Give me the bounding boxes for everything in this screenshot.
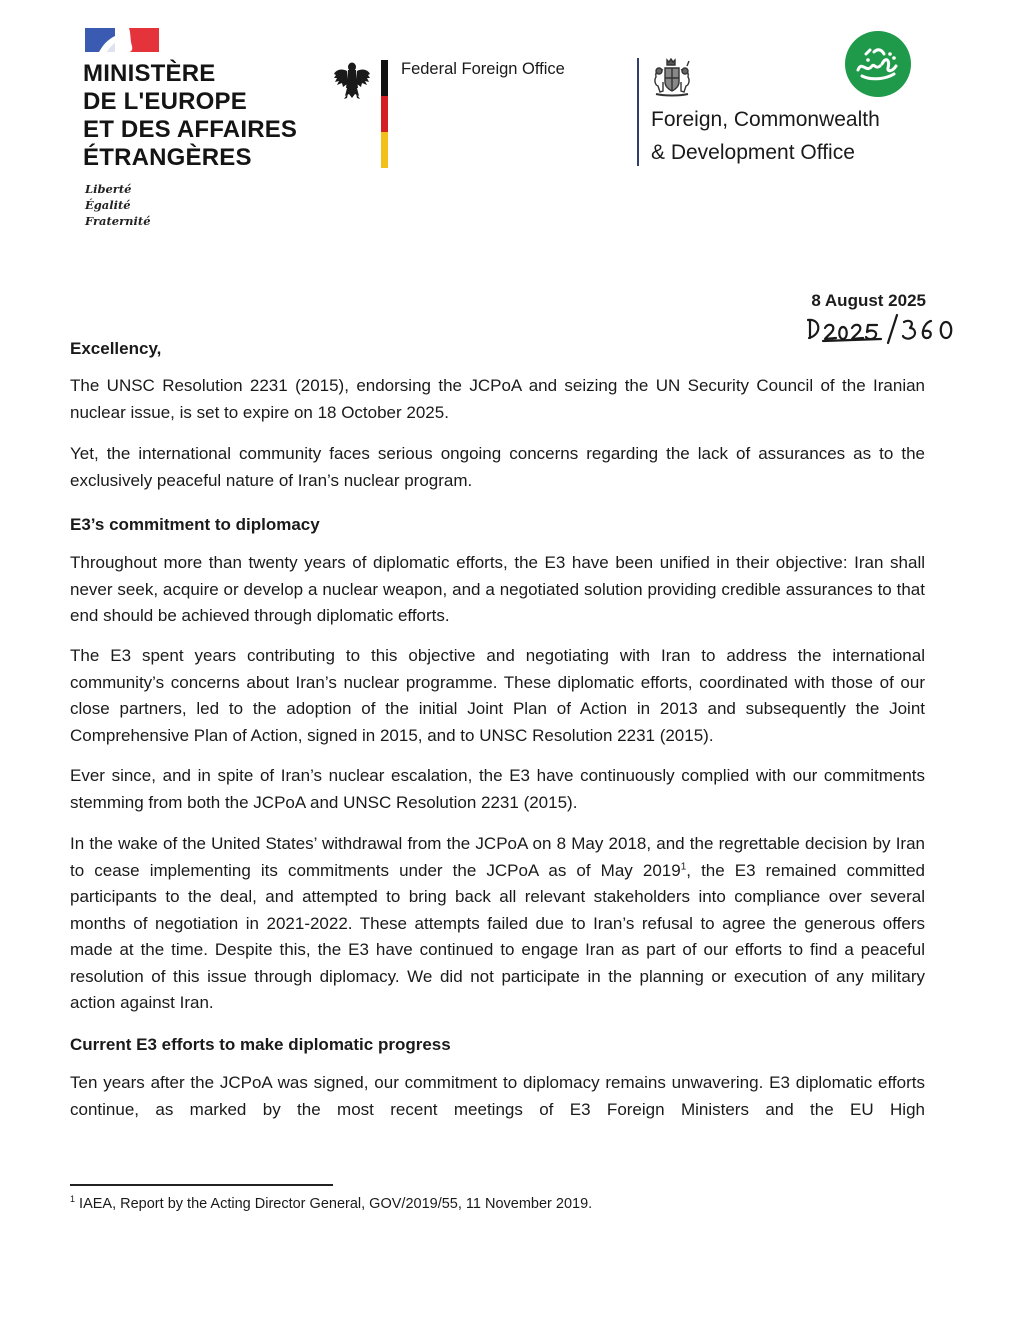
body-paragraph: [70, 1070, 925, 1123]
paragraph-text: The E3 spent years contributing to this objective and negotiating with Iran to address the international community’s concerns about Iran’s nuclear programme. These diplomatic efforts, coordinated with those of our close partners, led to the adoption of the initial Joint Plan of Action in 2013 and subsequently the Joint Comprehensive Plan of Action, signed in 2015, and to UNSC Resolution 2231 (2015).: [70, 646, 925, 745]
french-ministry-name: [83, 60, 297, 172]
body-paragraph: [70, 550, 925, 630]
footnote-text: IAEA, Report by the Acting Director General, GOV/2019/55, 11 November 2019.: [79, 1196, 593, 1212]
paragraph-text: Throughout more than twenty years of diplomatic efforts, the E3 have been unified in their objective: Iran shall never seek, acquire or develop a nuclear weapon, and a negotiated solution providing credible assurances to that end should be achieved through diplomatic efforts.: [70, 553, 925, 625]
footnote: [70, 1196, 592, 1212]
paragraph-text-part: , the E3 remained committed participants to the deal, and attempted to bring back all relevant stakeholders into compliance over several months of negotiation in 2021-2022. These attempts failed due to Iran’s refusal to agree the generous offers made at the time. Despite this, the E3 have continued to engage Iran as part of our efforts to find a peaceful resolution of this issue through diplomacy. We did not participate in the planning or execution of any military action against Iran.: [70, 860, 925, 1012]
paragraph-text: Yet, the international community faces serious ongoing concerns regarding the lack of assurances as to the exclusively peaceful nature of Iran’s nuclear program.: [70, 444, 925, 490]
royal-coat-of-arms-icon: [650, 58, 694, 98]
paragraph-text: The UNSC Resolution 2231 (2015), endorsing the JCPoA and seizing the UN Security Council of the Iranian nuclear issue, is set to expire on 18 October 2025.: [70, 376, 925, 422]
section-heading: Current E3 efforts to make diplomatic progress: [70, 1035, 451, 1054]
german-eagle-icon: [333, 58, 371, 100]
motto-line: Fraternité: [85, 214, 151, 228]
french-motto: [85, 181, 151, 229]
uk-office-name-line: Foreign, Commonwealth: [651, 108, 880, 131]
body-paragraph: [70, 441, 925, 494]
uk-office-name-line: & Development Office: [651, 141, 855, 164]
watermark-logo-icon: [844, 30, 912, 98]
german-office-name: Federal Foreign Office: [401, 60, 565, 78]
body-paragraph: [70, 763, 925, 816]
french-marianne-logo: [85, 28, 159, 52]
uk-divider-line: [637, 58, 639, 166]
flag-black-stripe: [381, 60, 388, 96]
motto-line: Liberté: [85, 182, 132, 196]
salutation: Excellency,: [70, 339, 162, 358]
flag-red-stripe: [381, 96, 388, 132]
ministry-name-line: MINISTÈRE: [83, 60, 216, 87]
flag-gold-stripe: [381, 132, 388, 168]
ministry-name-line: ÉTRANGÈRES: [83, 144, 252, 171]
german-flag-bar: [381, 60, 388, 168]
letter-date: 8 August 2025: [811, 291, 926, 310]
ministry-name-line: ET DES AFFAIRES: [83, 116, 298, 143]
section-heading: E3’s commitment to diplomacy: [70, 515, 320, 534]
paragraph-text: [70, 831, 925, 1017]
body-paragraph: [70, 643, 925, 749]
paragraph-text-part: In the wake of the United States’ withdrawal from the JCPoA on 8 May 2018, and the regrettable decision by Iran to cease implementing its commitments under the JCPoA as of May 2019: [70, 834, 925, 880]
flag-red-panel: [129, 28, 159, 52]
body-paragraph: [70, 831, 925, 1017]
footnote-reference: 1: [680, 860, 687, 872]
uk-office-name: [651, 103, 880, 169]
body-paragraph: [70, 373, 925, 426]
paragraph-text: Ten years after the JCPoA was signed, our commitment to diplomacy remains unwavering. E3 diplomatic efforts continue, as marked by the most recent meetings of E3 Foreign Ministers and the EU High: [70, 1073, 925, 1119]
footnote-number: 1: [70, 1194, 76, 1205]
paragraph-text: Ever since, and in spite of Iran’s nuclear escalation, the E3 have continuously complied with our commitments stemming from both the JCPoA and UNSC Resolution 2231 (2015).: [70, 766, 925, 812]
footnote-rule: [70, 1184, 333, 1186]
ministry-name-line: DE L'EUROPE: [83, 88, 247, 115]
motto-line: Égalité: [85, 198, 131, 212]
watermark-logo-circle: [845, 31, 911, 97]
